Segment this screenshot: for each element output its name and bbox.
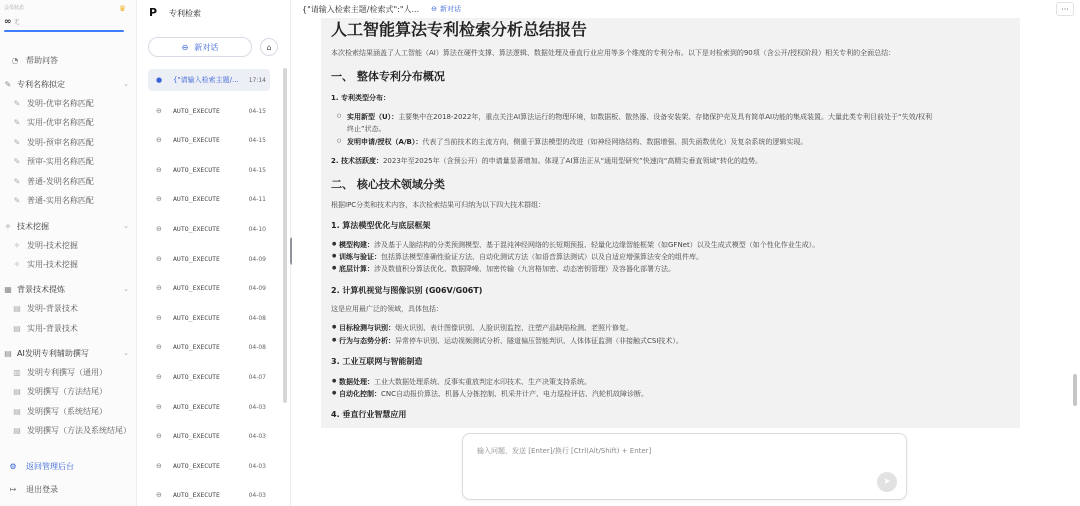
chat-bubble-icon: ● xyxy=(156,76,163,84)
chat-bubble-icon: ⊖ xyxy=(156,195,162,203)
more-options-button[interactable] xyxy=(1056,2,1074,16)
conversation-date: 04-15 xyxy=(248,107,266,115)
ellipsis-icon: ··· xyxy=(1061,4,1069,14)
chat-bubble-icon: ⊖ xyxy=(156,136,162,144)
sidebar-item-label: 发明-预审名称匹配 xyxy=(27,137,94,147)
subsection-heading: 1. 算法模型优化与底层框架 xyxy=(331,221,431,230)
new-chat-link[interactable] xyxy=(431,4,461,14)
list-item-text: 主要集中在2018-2022年，重点关注AI算法运行的物理环境，如数据板、散热器、设备安装架、存储保护壳及具有简单AI功能的集成装置。大量此类专利目前处于“失效/权利 xyxy=(398,113,933,121)
pencil-icon: ✎ xyxy=(13,98,21,108)
list-item-text: 涉及数值积分算法优化、数据降噪、加密传输（九宫格加密、动态密钥管理）及容器化部署方法。 xyxy=(374,265,675,273)
conversation-item[interactable] xyxy=(148,218,270,240)
pencil-icon: ✎ xyxy=(13,195,21,205)
chat-input-placeholder[interactable]: 输入问题，发送 [Enter]/换行 [Ctrl(Alt/Shift) + Enter] xyxy=(477,447,652,455)
list-item xyxy=(339,252,703,262)
sidebar xyxy=(0,0,137,506)
sidebar-item-invention-writing-method-system[interactable] xyxy=(0,421,137,439)
conversation-item[interactable] xyxy=(148,159,270,181)
sidebar-item-invention-background[interactable] xyxy=(0,299,137,317)
report-message xyxy=(321,18,1020,428)
sidebar-item-label: 普通-实用名称匹配 xyxy=(27,195,94,205)
chat-bubble-icon: ⊖ xyxy=(156,284,162,292)
list-item-label: 自动化控制： xyxy=(339,390,381,398)
conversation-title: AUTO_EXECUTE xyxy=(173,403,220,411)
conversation-date: 04-09 xyxy=(248,255,266,263)
conversation-item[interactable] xyxy=(148,188,270,210)
sidebar-group-label: 背景技术提炼 xyxy=(17,284,65,294)
app-title: 专利检索 xyxy=(169,8,201,18)
conversation-title: {"请输入检索主题/... xyxy=(173,76,239,84)
conversation-date: 04-03 xyxy=(248,462,266,470)
back-to-admin-label: 返回管理后台 xyxy=(26,461,74,471)
bullet-icon: ○ xyxy=(337,113,342,119)
grid-icon: ▦ xyxy=(4,284,12,294)
chat-bubble-icon: ⊖ xyxy=(156,314,162,322)
conversation-item[interactable] xyxy=(148,248,270,270)
sparkle-icon: ✧ xyxy=(4,221,12,231)
sidebar-item-label: 发明-背景技术 xyxy=(27,303,78,313)
sidebar-group-patent-name[interactable] xyxy=(0,75,137,93)
conversation-title: AUTO_EXECUTE xyxy=(173,491,220,499)
sidebar-item-label: 发明-技术挖掘 xyxy=(27,240,78,250)
doc-icon: ▤ xyxy=(13,323,21,333)
chevron-down-icon: ⌄ xyxy=(123,285,129,293)
list-item xyxy=(339,264,675,274)
conversation-title: AUTO_EXECUTE xyxy=(173,166,220,174)
conversation-title: AUTO_EXECUTE xyxy=(173,107,220,115)
list-item-text: 代表了当前技术的主流方向，侧重于算法模型的改进（如神经网络结构、数据增强、损失函数优化）及复杂系统的逻辑实现。 xyxy=(422,138,808,146)
conversation-title: AUTO_EXECUTE xyxy=(173,195,220,203)
membership-panel xyxy=(4,4,128,34)
chat-input-box[interactable] xyxy=(462,433,907,500)
doc-icon: ▤ xyxy=(13,386,21,396)
section-heading: 二、 核心技术领域分类 xyxy=(331,178,445,191)
chat-bubble-icon: ⊖ xyxy=(156,462,162,470)
logout-label: 退出登录 xyxy=(26,484,58,494)
sidebar-group-label: 专利名称拟定 xyxy=(17,79,65,89)
list-item-text: 工业大数据处理系统、反事实重放判定水印技术、生产决策支持系统。 xyxy=(374,378,591,386)
conversation-item[interactable] xyxy=(148,69,270,91)
sidebar-item-label: 发明撰写（系统结尾） xyxy=(27,406,107,416)
conversation-date: 17:14 xyxy=(248,76,266,84)
sidebar-item-label: 发明-优审名称匹配 xyxy=(27,98,94,108)
logo-icon: P xyxy=(149,6,158,19)
doc-icon: ▤ xyxy=(13,425,21,435)
sidebar-item-normal-invention[interactable] xyxy=(0,172,137,190)
sparkle-icon: ✧ xyxy=(13,259,21,269)
list-item-text: 异常停车识别、运动视频测试分析、隧道偏压智能判识、人体体征监测（非接触式CSI技术）。 xyxy=(395,337,683,345)
sidebar-item-invention-writing-system[interactable] xyxy=(0,402,137,420)
chat-bubble-icon: ⊖ xyxy=(156,432,162,440)
chat-icon: ⊖ xyxy=(181,42,189,52)
bullet-icon: ● xyxy=(332,337,337,343)
list-item-text: 烟火识别、表计图像识别、人脸识别监控、注塑产品缺陷检测、老照片修复。 xyxy=(395,324,633,332)
conversation-item[interactable] xyxy=(148,307,270,329)
sidebar-item-help[interactable] xyxy=(0,51,137,69)
pencil-icon: ✎ xyxy=(4,79,12,89)
sidebar-item-invention-writing-general[interactable] xyxy=(0,363,137,381)
list-item xyxy=(339,389,648,399)
conversation-item[interactable] xyxy=(148,455,270,477)
list-item xyxy=(339,323,633,333)
conversation-date: 04-08 xyxy=(248,343,266,351)
conversation-date: 04-10 xyxy=(248,225,266,233)
trash-icon: ⌂ xyxy=(266,42,272,52)
subsection-heading: 3. 工业互联网与智能制造 xyxy=(331,357,423,366)
subsection-heading: 2. 计算机视觉与图像识别 (G06V/G06T) xyxy=(331,286,483,295)
sidebar-item-utility-optimize[interactable] xyxy=(0,113,137,131)
list-item-label: 行为与态势分析： xyxy=(339,337,395,345)
membership-progress xyxy=(4,30,124,32)
conversation-item[interactable] xyxy=(148,129,270,151)
list-item-label: 模型构建： xyxy=(339,241,374,249)
sidebar-item-invention-tech-mining[interactable] xyxy=(0,236,137,254)
conversation-scrollbar[interactable] xyxy=(283,68,287,403)
conversation-title: AUTO_EXECUTE xyxy=(173,255,220,263)
logout-link[interactable] xyxy=(8,482,58,496)
conversation-date: 04-11 xyxy=(248,195,266,203)
chat-icon: ⊖ xyxy=(431,5,438,13)
chevron-down-icon: ⌄ xyxy=(123,222,129,230)
sidebar-item-invention-writing-method[interactable] xyxy=(0,382,137,400)
bullet-icon: ○ xyxy=(337,138,342,144)
list-item xyxy=(347,137,807,147)
list-item xyxy=(331,156,762,166)
pencil-icon: ✎ xyxy=(13,176,21,186)
gear-icon: ⚙ xyxy=(9,461,17,471)
send-icon: ➤ xyxy=(883,477,891,487)
app-header xyxy=(149,6,201,20)
sidebar-item-label: 发明撰写（方法结尾） xyxy=(27,386,107,396)
sidebar-item-invention-pre[interactable] xyxy=(0,133,137,151)
conversation-item[interactable] xyxy=(148,100,270,122)
bullet-icon: ● xyxy=(332,253,337,259)
sidebar-item-label: 发明专利撰写（通用） xyxy=(27,367,107,377)
section-heading: 一、 整体专利分布概况 xyxy=(331,70,445,83)
book-icon: ▥ xyxy=(13,367,21,377)
chevron-down-icon: ⌄ xyxy=(123,349,129,357)
conversation-item[interactable] xyxy=(148,277,270,299)
membership-quota-text: 无 xyxy=(13,19,20,26)
conversation-date: 04-15 xyxy=(248,136,266,144)
pencil-icon: ✎ xyxy=(13,117,21,127)
sidebar-group-tech-mining[interactable] xyxy=(0,217,137,235)
subsection-intro: 这是应用最广泛的领域，具体包括： xyxy=(331,305,443,313)
conversation-title: AUTO_EXECUTE xyxy=(173,314,220,322)
chat-bubble-icon: ⊖ xyxy=(156,107,162,115)
sidebar-item-label: 实用-背景技术 xyxy=(27,323,78,333)
report-title: 人工智能算法专利检索分析总结报告 xyxy=(331,20,588,39)
new-chat-label: 新对话 xyxy=(440,5,462,13)
chat-bubble-icon: ⊖ xyxy=(156,491,162,499)
infinity-symbol: ∞ xyxy=(4,17,12,27)
conversation-title: AUTO_EXECUTE xyxy=(173,432,220,440)
conversation-date: 04-09 xyxy=(248,284,266,292)
list-item-label: 底层计算： xyxy=(339,265,374,273)
report-intro: 本次检索结果涵盖了人工智能（AI）算法在硬件支撑、算法逻辑、数据处理及垂直行业应用等多个维度的专利分布。以下是对检索到的90项（含公开/授权阶段）相关专利的全面总结： xyxy=(331,49,896,57)
list-item-text: 包括算法模型准确性验证方法、自动化测试方法（如语音算法测试）以及自适应增强算法安全的组件库。 xyxy=(381,253,703,261)
sidebar-item-label: 发明撰写（方法及系统结尾） xyxy=(27,425,131,435)
new-conversation-button[interactable] xyxy=(148,37,252,57)
section-intro: 根据IPC分类和技术内容，本次检索结果可归纳为以下四大技术群组： xyxy=(331,201,546,209)
main-area xyxy=(292,0,1080,506)
sidebar-item-utility-tech-mining[interactable] xyxy=(0,255,137,273)
list-item-label: 目标检测与识别： xyxy=(339,324,395,332)
bullet-icon: ● xyxy=(332,378,337,384)
chat-bubble-icon: ⊖ xyxy=(156,403,162,411)
list-item-label: 实用新型（U）： xyxy=(347,113,399,121)
help-icon: ◔ xyxy=(11,55,19,65)
send-button[interactable] xyxy=(877,472,897,492)
chat-bubble-icon: ⊖ xyxy=(156,255,162,263)
doc-icon: ▤ xyxy=(13,303,21,313)
conversation-panel xyxy=(137,0,291,506)
conversation-item[interactable] xyxy=(148,366,270,388)
sidebar-group-background[interactable] xyxy=(0,280,137,298)
main-scrollbar[interactable] xyxy=(1073,374,1077,406)
chat-bubble-icon: ⊖ xyxy=(156,225,162,233)
new-conversation-label: 新对话 xyxy=(194,42,219,52)
sidebar-item-normal-utility[interactable] xyxy=(0,191,137,209)
sidebar-item-pre-utility[interactable] xyxy=(0,152,137,170)
conversation-item[interactable] xyxy=(148,425,270,447)
chevron-down-icon: ⌄ xyxy=(123,80,129,88)
sidebar-item-label: 实用-优审名称匹配 xyxy=(27,117,94,127)
conversation-title: AUTO_EXECUTE xyxy=(173,343,220,351)
sidebar-item-label: 预审-实用名称匹配 xyxy=(27,156,94,166)
sparkle-icon: ✧ xyxy=(13,240,21,250)
sidebar-item-label: 普通-发明名称匹配 xyxy=(27,176,94,186)
conversation-title: AUTO_EXECUTE xyxy=(173,373,220,381)
list-item xyxy=(339,336,683,346)
chat-bubble-icon: ⊖ xyxy=(156,166,162,174)
conversation-item[interactable] xyxy=(148,336,270,358)
bullet-icon: ● xyxy=(332,324,337,330)
bullet-icon: ● xyxy=(332,265,337,271)
doc-icon: ▤ xyxy=(13,406,21,416)
conversation-date: 04-03 xyxy=(248,403,266,411)
conversation-item[interactable] xyxy=(148,484,270,506)
membership-label: 会员状态 xyxy=(4,5,25,11)
pencil-icon: ✎ xyxy=(13,156,21,166)
list-item-text: CNC自动报价算法、机器人分拣控制、机采井计产、电力巡检评估、汽轮机故障诊断。 xyxy=(381,390,649,398)
list-item-continuation: 终止”状态。 xyxy=(347,125,386,133)
membership-progress-fill xyxy=(4,30,124,32)
list-item xyxy=(339,377,591,387)
conversation-title: AUTO_EXECUTE xyxy=(173,462,220,470)
list-heading: 1. 专利类型分布： xyxy=(331,94,390,102)
list-item-text: 2023年至2025年（含预公开）的申请量显著增加。体现了AI算法正从“通用型研究”快速向“高精尖垂直领域”转化的趋势。 xyxy=(382,157,762,165)
bullet-icon: ● xyxy=(332,241,337,247)
sidebar-item-label: 帮助问答 xyxy=(26,55,58,65)
conversation-title: AUTO_EXECUTE xyxy=(173,225,220,233)
list-item xyxy=(347,112,932,122)
conversation-title: AUTO_EXECUTE xyxy=(173,136,220,144)
conversation-date: 04-15 xyxy=(248,166,266,174)
sidebar-item-label: 实用-技术挖掘 xyxy=(27,259,78,269)
list-item xyxy=(339,240,819,250)
conversation-date: 04-03 xyxy=(248,491,266,499)
chat-header xyxy=(292,0,1080,18)
logout-icon: ↦ xyxy=(9,484,17,494)
list-item-text: 涉及基于人脑结构的分类预测模型、基于混沌神经网络的长短期预报、轻量化边缘智能框架（如GFNet）以及生成式模型（如个性化作业生成）。 xyxy=(374,241,820,249)
delete-conversations-button[interactable] xyxy=(260,38,278,56)
membership-quota xyxy=(4,17,20,27)
sidebar-group-ai-writing[interactable] xyxy=(0,344,137,362)
list-item-label: 数据处理： xyxy=(339,378,374,386)
list-item-label: 发明申请/授权（A/B）： xyxy=(347,138,423,146)
chat-title: {"请输入检索主题/检索式":"人... xyxy=(302,4,420,14)
conversation-item[interactable] xyxy=(148,396,270,418)
pencil-icon: ✎ xyxy=(13,137,21,147)
list-item-label: 训练与验证： xyxy=(339,253,381,261)
sidebar-group-label: AI发明专利辅助撰写 xyxy=(17,348,89,358)
chat-bubble-icon: ⊖ xyxy=(156,373,162,381)
bullet-icon: ● xyxy=(332,390,337,396)
conversation-date: 04-08 xyxy=(248,314,266,322)
conversation-title: AUTO_EXECUTE xyxy=(173,284,220,292)
conversation-date: 04-07 xyxy=(248,373,266,381)
doc-icon: ▤ xyxy=(4,348,12,358)
sidebar-item-invention-optimize[interactable] xyxy=(0,94,137,112)
chat-bubble-icon: ⊖ xyxy=(156,343,162,351)
conversation-date: 04-03 xyxy=(248,432,266,440)
sidebar-group-label: 技术挖掘 xyxy=(17,221,49,231)
list-item-label: 2. 技术活跃度： xyxy=(331,157,383,165)
back-to-admin-link[interactable] xyxy=(8,459,74,473)
crown-icon: ♛ xyxy=(118,4,126,13)
sidebar-item-utility-background[interactable] xyxy=(0,319,137,337)
subsection-heading: 4. 垂直行业智慧应用 xyxy=(331,410,407,419)
